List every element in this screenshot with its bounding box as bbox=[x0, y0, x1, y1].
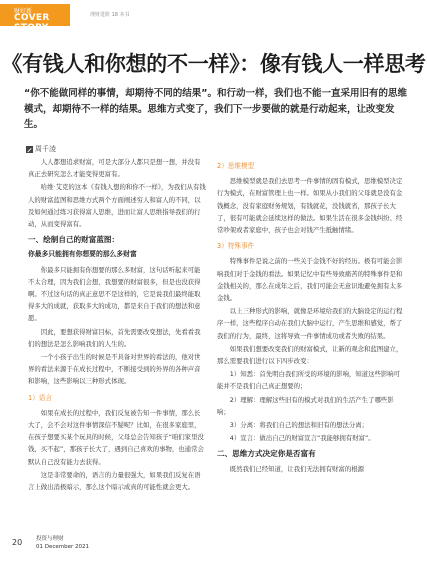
page-header bbox=[0, 0, 427, 32]
paragraph: 哈维·艾克的这本《有钱人想的和你不一样》，为我们从有钱人的财富蓝图和思维方式两个方面阐述穷人和富人的不同，以及如何通过练习获得富人思维，进而让富人思维指导我们的行动，从而变得富有。 bbox=[28, 183, 206, 229]
article-title: 《有钱人和你想的不一样》：像有钱人一样思考 bbox=[1, 51, 426, 76]
header-topic: 理财进阶 18 本书 bbox=[90, 12, 130, 18]
list-item: 3）分离：将我们自己的想法和旧有的想法分离； bbox=[229, 421, 369, 430]
right-column bbox=[217, 156, 405, 476]
subsection-heading: 2）思维模型 bbox=[217, 162, 255, 170]
section-tag bbox=[0, 4, 70, 33]
issue-date: 01 December 2021 bbox=[36, 544, 90, 550]
list-item: 1）知悉：首先明白我们所受的环境的影响，知道这些影响可能并不是我们自己真正想要的； bbox=[217, 370, 401, 391]
paragraph: 如果在成长的过程中，我们反复被告知一件事情，那么长大了，会不会对这件事情深信不疑呢？比如，在很多家庭里，在孩子想要买某个玩具的时候，父母总会告知孩子“咱们家里没钱，买不起”，那孩子长大了，遇到自己喜欢的事物，也通常会默认自己没有能力去获得。 bbox=[28, 408, 204, 466]
paragraph: 因此，要想获得财富目标，首先需要改变想法，先看看我们的想法是怎么影响我们的人生的。 bbox=[28, 327, 201, 348]
section-tag-label: COVER STORY bbox=[14, 13, 50, 33]
paragraph: 思维模型就是我们去思考一件事情的固有模式，思维模型决定行为模式，在财富管理上也一样。如果从小我们的父母就是没有金钱概念，没有家庭财务规划，有钱就花，没钱就省，那孩子长大了，很有可能就会延续这样的做法。如果生活在很多金钱纠纷、经常吵架或者家庭中，孩子也会对钱产生抵触情绪。 bbox=[217, 177, 403, 235]
section-subheading: 你最多只能拥有你想要的那么多财富 bbox=[28, 250, 137, 259]
paragraph: 既然我们已经知道，让我们无法拥有财富的根源 bbox=[229, 464, 364, 473]
footer-publication bbox=[36, 535, 89, 551]
page-number: 20 bbox=[12, 538, 23, 547]
left-column bbox=[28, 156, 206, 494]
list-item: 2）理解：理解这些旧有的模式对我们的生活产生了哪些影响； bbox=[217, 395, 394, 416]
paragraph: 如果我们想要改变我们的财富模式，让新的观念和蓝图建立，那么需要我们进行以下四步改变： bbox=[217, 344, 403, 366]
subsection-heading: 3）特殊事件 bbox=[217, 242, 255, 251]
paragraph: 特殊事件是说之前的一些关于金钱不好的经历。极有可能会影响我们对于金钱的看法。如果记忆中有些导致痛苦的特殊事件是和金钱相关的，那么在成年之后，我们可能会无意识地避免拥有太多金钱。 bbox=[217, 257, 403, 303]
section-heading: 一、绘制自己的财富蓝图： bbox=[28, 235, 120, 245]
paragraph: 你最多只能拥有你想要的那么多财富，这句话听起来可能不太合理，因为我们会想，我想要的财富很多，但是也没获得啊。不过这句话的真正意思不是这样的，它是说我们最终能取得多大的成就，获取多大的成功，都是来自于我们的想法和意愿。 bbox=[28, 265, 201, 323]
steps-list bbox=[217, 368, 405, 444]
list-item: 4）宣言：做出自己的财富宣言“我能够拥有财富”。 bbox=[229, 434, 375, 443]
magazine-name: 投资与理财 bbox=[36, 536, 64, 542]
paragraph: 人人都想追求财富，可是大部分人都只是想一想，并没有真正去研究怎么才能变得更富有。 bbox=[28, 158, 201, 179]
section-heading: 二、思维方式决定你是否富有 bbox=[217, 449, 316, 459]
subsection-heading: 1）语言 bbox=[28, 393, 52, 402]
paragraph: 以上三种形式的影响，就像是环境给我们的大脑设定的运行程序一样，这些程序自动在我们大脑中运行，产生思维和感觉，帮了我们的行为，最终，这将导致一件事情成功或者失败的结果。 bbox=[217, 307, 403, 340]
author-name: 周千凌 bbox=[35, 145, 56, 153]
section-tag-sub: 财好新 bbox=[14, 8, 33, 15]
article-lead: “你不能做同样的事情，却期待不同的结果”。和行动一样，我们也不能一直采用旧有的思维模式，却期待不一样的结果。思维方式变了，我们下一步要做的就是行动起来，让改变发生。 bbox=[24, 88, 407, 130]
paragraph: 这是非常要命的，语言的力量很强大，如果我们反复在语言上做出消极暗示，那么这个暗示成真的可能性就会更大。 bbox=[28, 470, 201, 492]
author-byline bbox=[26, 144, 56, 154]
paragraph: 一个小孩子出生的时候是不具备对世界的看法的，他对世界的看法来源于在成长过程中，不断接受到的外界的各种声音和影响，这些影响以三种形式体现。 bbox=[28, 353, 201, 386]
pen-icon bbox=[26, 146, 33, 153]
